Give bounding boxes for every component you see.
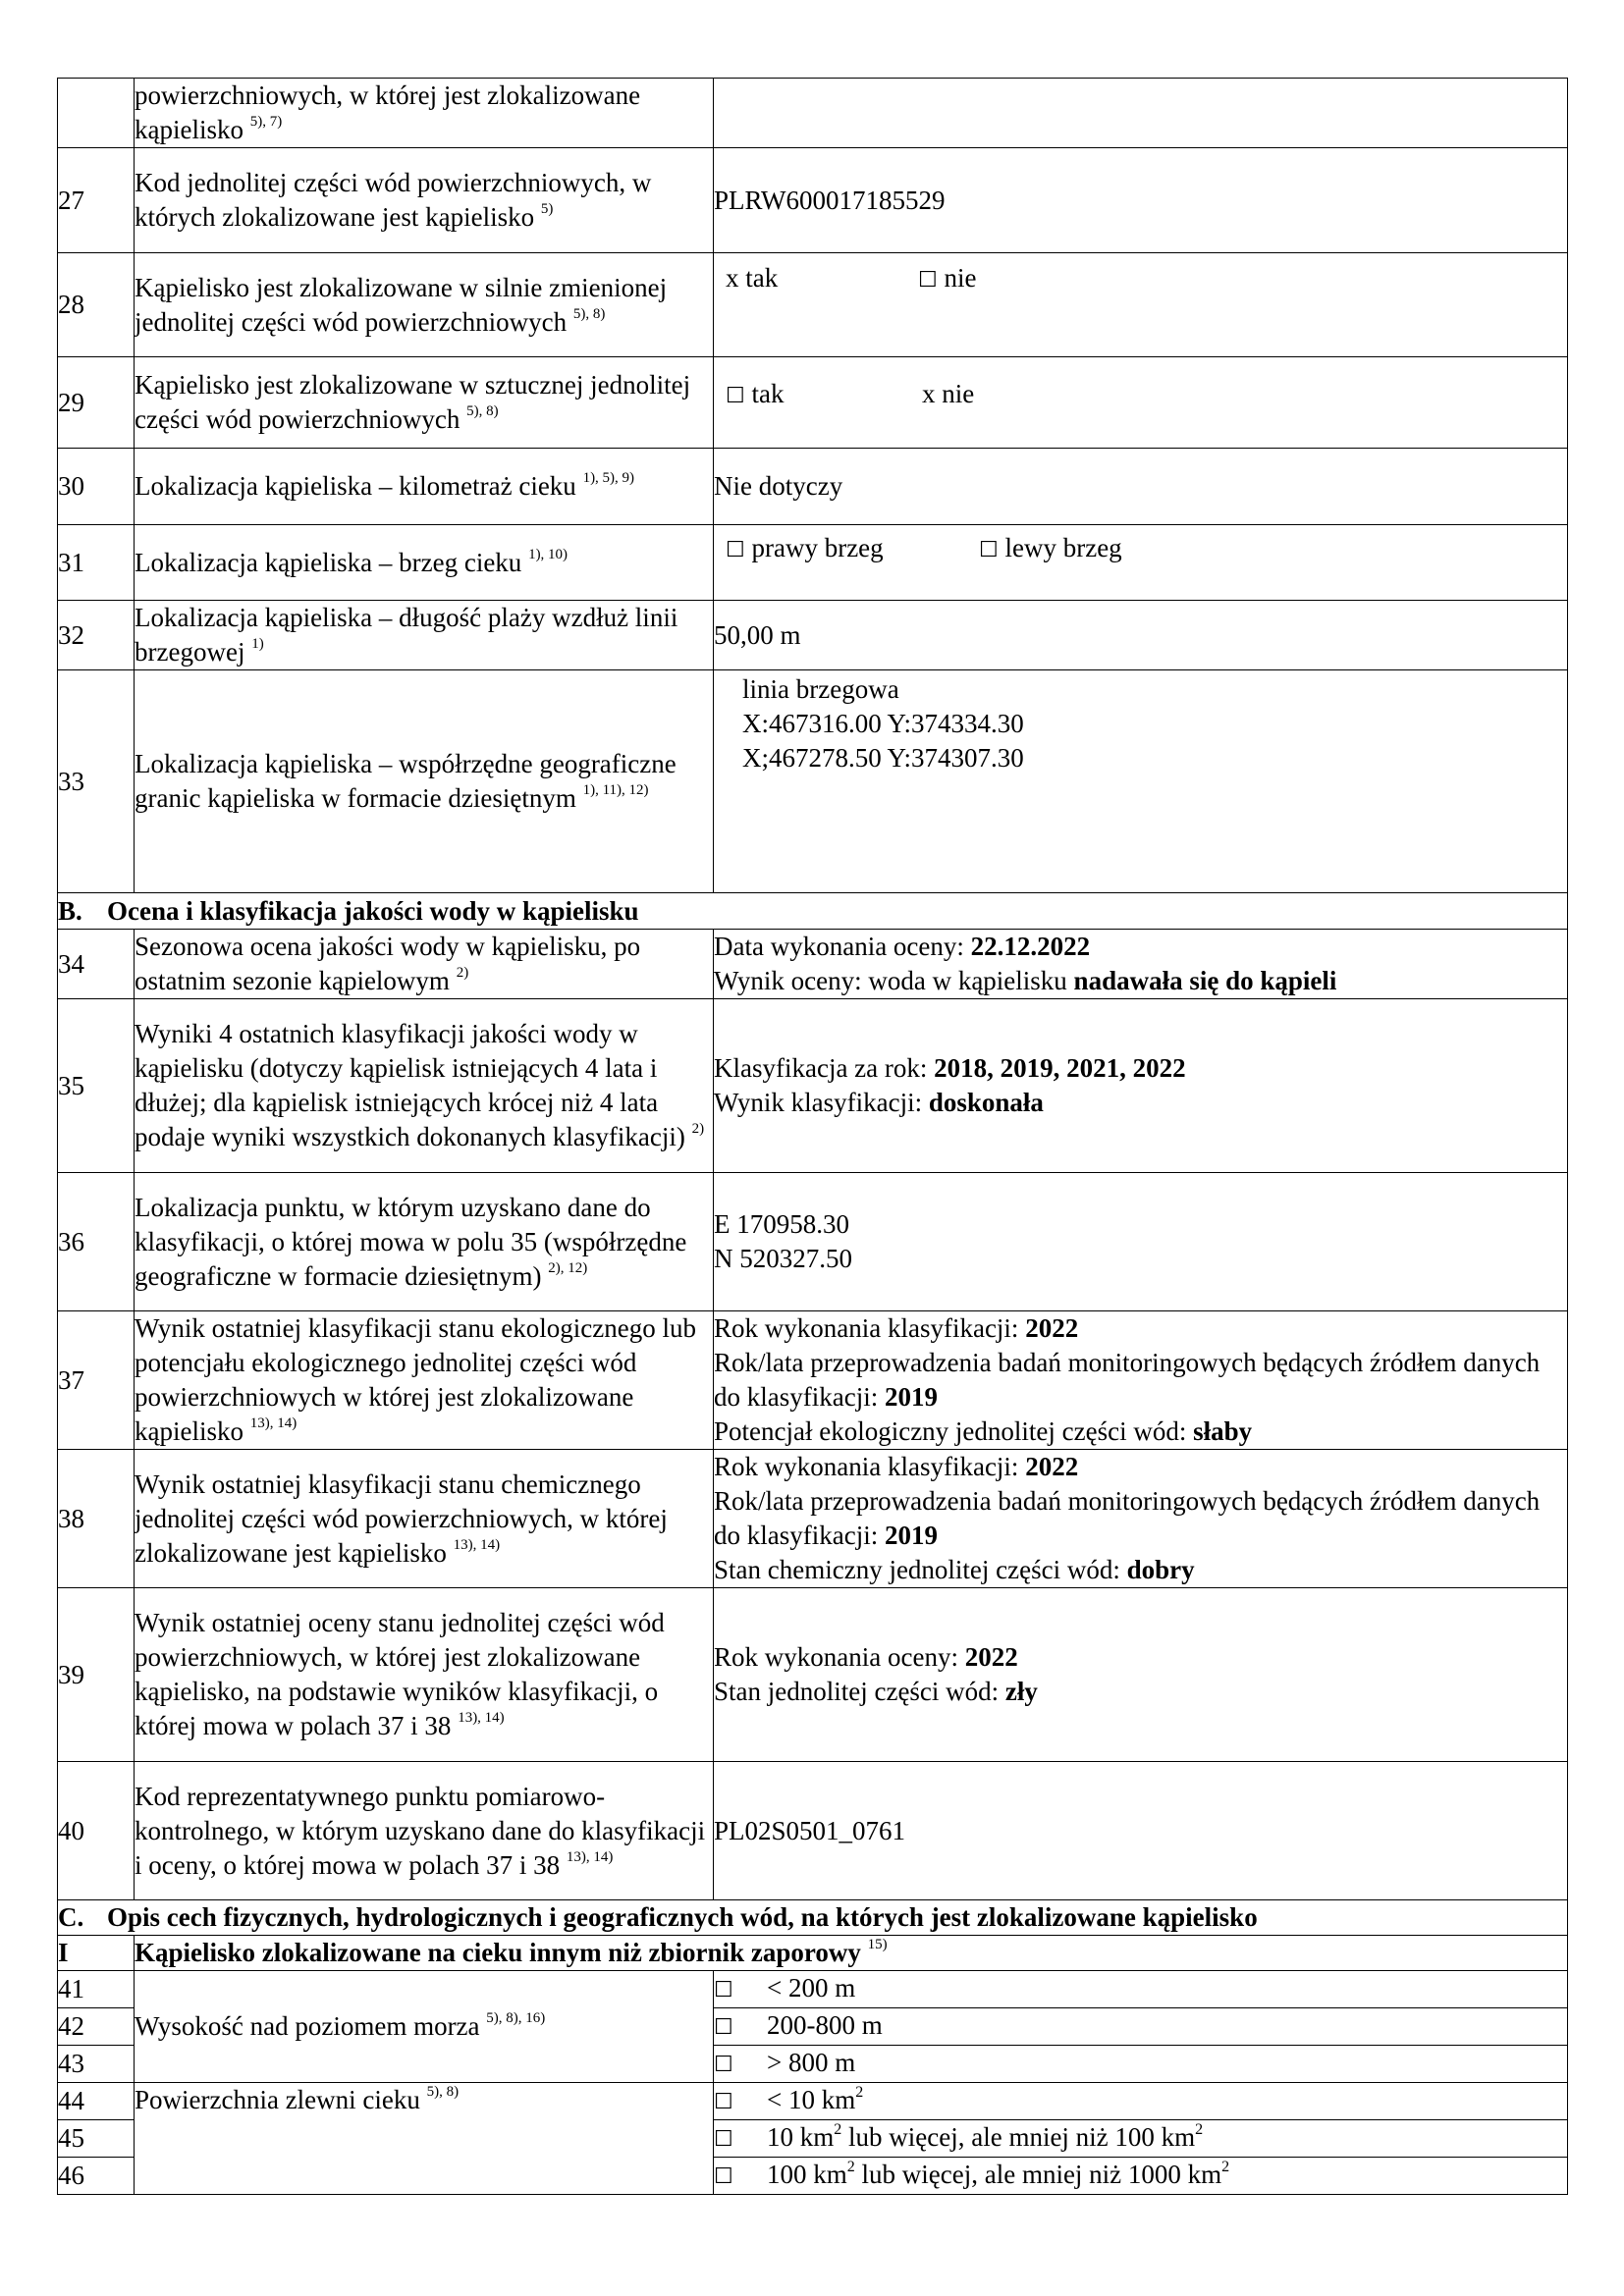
table-row	[58, 930, 1568, 999]
checkbox-icon: ☐	[714, 2015, 733, 2040]
field-value: Rok wykonania klasyfikacji: 2022 Rok/lata przeprowadzenia badań monitoringowych będących źródłem danych do klasyfikacji: 2019 Stan chemiczny jednolitej części wód: dobry	[714, 1450, 1568, 1588]
altitude-option[interactable]: ☐ 200-800 m	[714, 2008, 1568, 2046]
catchment-option[interactable]: ☐ < 10 $km^2$	[714, 2083, 1568, 2120]
table-row	[58, 1762, 1568, 1900]
field-label: Wynik ostatniej klasyfikacji stanu chemicznego jednolitej części wód powierzchniowych, w której zlokalizowane jest kąpielisko $^{13), 14)}$	[135, 1450, 714, 1588]
table-row	[58, 148, 1568, 253]
row-number: 39	[58, 1588, 135, 1762]
row-number: 36	[58, 1173, 135, 1311]
row-number: 33	[58, 670, 135, 893]
table-row	[58, 601, 1568, 670]
section-c-heading: C. Opis cech fizycznych, hydrologicznych i geograficznych wód, na których jest zlokalizowane kąpielisko	[58, 1900, 1568, 1936]
row-number: 34	[58, 930, 135, 999]
row-number: 46	[58, 2158, 135, 2195]
field-label: Kąpielisko jest zlokalizowane w sztucznej jednolitej części wód powierzchniowych $^{5), 8)}$	[135, 357, 714, 449]
field-label: Wynik ostatniej oceny stanu jednolitej części wód powierzchniowych, w której jest zlokalizowane kąpielisko, na podstawie wyników klasyfikacji, o której mowa w polach 37 i 38 $^{13), 14)}$	[135, 1588, 714, 1762]
field-label: Kod jednolitej części wód powierzchniowych, w których zlokalizowane jest kąpielisko $^{5)}$	[135, 148, 714, 253]
checkbox-checked-icon: x	[726, 263, 739, 293]
checkbox-icon: ☐	[714, 2090, 733, 2114]
checkbox-icon: ☐	[714, 1978, 733, 2002]
option-no[interactable]: ☐ nie	[918, 263, 977, 293]
row-number: 30	[58, 449, 135, 525]
option-yes[interactable]: x tak	[726, 263, 779, 293]
table-row	[58, 1173, 1568, 1311]
row-number: 35	[58, 999, 135, 1173]
field-label: Powierzchnia zlewni cieku $^{5), 8)}$	[135, 2083, 714, 2195]
table-row	[58, 253, 1568, 357]
field-value	[714, 253, 1568, 357]
option-right-bank[interactable]: ☐ prawy brzeg	[726, 533, 884, 562]
row-number: 29	[58, 357, 135, 449]
field-value: Rok wykonania oceny: 2022 Stan jednolitej części wód: zły	[714, 1588, 1568, 1762]
checkbox-icon: ☐	[726, 384, 745, 408]
monitoring-point-code: PL02S0501_0761	[714, 1762, 1568, 1900]
option-no[interactable]: x nie	[922, 379, 975, 408]
field-label: Lokalizacja kąpieliska – współrzędne geograficzne granic kąpieliska w formacie dziesiętnym $^{1), 11), 12)}$	[135, 670, 714, 893]
field-label: Kod reprezentatywnego punktu pomiarowo-kontrolnego, w którym uzyskano dane do klasyfikacji i oceny, o której mowa w polach 37 i 38 $^{13), 14)}$	[135, 1762, 714, 1900]
coordinates-line: linia brzegowa	[742, 674, 899, 704]
bathing-site-form-table	[57, 78, 1568, 2195]
field-value	[714, 357, 1568, 449]
section-b-heading: B. Ocena i klasyfikacja jakości wody w kąpielisku	[58, 893, 1568, 930]
row-number: 38	[58, 1450, 135, 1588]
row-number: 44	[58, 2083, 135, 2120]
row-number: 42	[58, 2008, 135, 2046]
subsection-header-row	[58, 1936, 1568, 1971]
table-row	[58, 1311, 1568, 1450]
field-value	[714, 525, 1568, 601]
row-number: 41	[58, 1971, 135, 2008]
section-header-row	[58, 893, 1568, 930]
row-number: 43	[58, 2046, 135, 2083]
row-number: 27	[58, 148, 135, 253]
row-number: 28	[58, 253, 135, 357]
row-number: 40	[58, 1762, 135, 1900]
table-row	[58, 1588, 1568, 1762]
catchment-option[interactable]: ☐ 100 $km^2$ lub więcej, ale mniej niż 1000 $km^2$	[714, 2158, 1568, 2195]
field-label: Kąpielisko jest zlokalizowane w silnie zmienionej jednolitej części wód powierzchniowych $^{5), 8)}$	[135, 253, 714, 357]
checkbox-checked-icon: x	[922, 379, 936, 408]
field-label: Lokalizacja kąpieliska – kilometraż cieku $^{1), 5), 9)}$	[135, 449, 714, 525]
subsection-number: I	[58, 1936, 135, 1971]
field-value: Rok wykonania klasyfikacji: 2022 Rok/lata przeprowadzenia badań monitoringowych będących źródłem danych do klasyfikacji: 2019 Potencjał ekologiczny jednolitej części wód: słaby	[714, 1311, 1568, 1450]
option-yes[interactable]: ☐ tak	[726, 379, 785, 408]
table-row	[58, 670, 1568, 893]
checkbox-icon: ☐	[714, 2127, 733, 2152]
row-number: 32	[58, 601, 135, 670]
water-body-code: PLRW600017185529	[714, 148, 1568, 253]
beach-length-value: 50,00 m	[714, 601, 1568, 670]
altitude-option[interactable]: ☐ > 800 m	[714, 2046, 1568, 2083]
field-value: Klasyfikacja za rok: 2018, 2019, 2021, 2022 Wynik klasyfikacji: doskonała	[714, 999, 1568, 1173]
option-left-bank[interactable]: ☐ lewy brzeg	[979, 533, 1122, 562]
checkbox-icon: ☐	[726, 538, 745, 562]
field-label: Wysokość nad poziomem morza $^{5), 8), 16)}$	[135, 1971, 714, 2083]
table-row	[58, 1450, 1568, 1588]
river-kilometre-value: Nie dotyczy	[714, 449, 1568, 525]
field-value	[714, 79, 1568, 148]
field-label: Lokalizacja kąpieliska – długość plaży wzdłuż linii brzegowej $^{1)}$	[135, 601, 714, 670]
section-header-row	[58, 1900, 1568, 1936]
field-value: Data wykonania oceny: 22.12.2022 Wynik oceny: woda w kąpielisku nadawała się do kąpieli	[714, 930, 1568, 999]
row-number: 31	[58, 525, 135, 601]
row-number: 45	[58, 2120, 135, 2158]
coordinates-line: X:467316.00 Y:374334.30	[742, 709, 1024, 738]
coordinates-value	[714, 670, 1568, 893]
field-label: Sezonowa ocena jakości wody w kąpielisku, po ostatnim sezonie kąpielowym $^{2)}$	[135, 930, 714, 999]
subsection-i-heading: Kąpielisko zlokalizowane na cieku innym niż zbiornik zaporowy $^{15)}$	[135, 1936, 1568, 1971]
checkbox-icon: ☐	[979, 538, 999, 562]
row-number: 37	[58, 1311, 135, 1450]
table-row	[58, 79, 1568, 148]
field-label: powierzchniowych, w której jest zlokalizowane kąpielisko $^{5), 7)}$	[135, 79, 714, 148]
row-number	[58, 79, 135, 148]
field-label: Wynik ostatniej klasyfikacji stanu ekologicznego lub potencjału ekologicznego jednolitej części wód powierzchniowych w której jest zlokalizowane kąpielisko $^{13), 14)}$	[135, 1311, 714, 1450]
checkbox-icon: ☐	[714, 2164, 733, 2189]
field-label: Lokalizacja punktu, w którym uzyskano dane do klasyfikacji, o której mowa w polu 35 (współrzędne geograficzne w formacie dziesiętnym) $^{2), 12)}$	[135, 1173, 714, 1311]
checkbox-icon: ☐	[714, 2053, 733, 2077]
coordinates-line: X;467278.50 Y:374307.30	[742, 743, 1024, 773]
field-value: E 170958.30 N 520327.50	[714, 1173, 1568, 1311]
table-row	[58, 525, 1568, 601]
table-row	[58, 1971, 1568, 2008]
table-row	[58, 357, 1568, 449]
table-row	[58, 999, 1568, 1173]
altitude-option[interactable]: ☐ < 200 m	[714, 1971, 1568, 2008]
field-label: Wyniki 4 ostatnich klasyfikacji jakości wody w kąpielisku (dotyczy kąpielisk istniejących 4 lata i dłużej; dla kąpielisk istniejących krócej niż 4 lata podaje wyniki wszystkich dokonanych klasyfikacji) $^{2)}$	[135, 999, 714, 1173]
field-label: Lokalizacja kąpieliska – brzeg cieku $^{1), 10)}$	[135, 525, 714, 601]
catchment-option[interactable]: ☐ 10 $km^2$ lub więcej, ale mniej niż 100 $km^2$	[714, 2120, 1568, 2158]
table-row	[58, 449, 1568, 525]
table-row	[58, 2083, 1568, 2120]
checkbox-icon: ☐	[918, 268, 938, 293]
